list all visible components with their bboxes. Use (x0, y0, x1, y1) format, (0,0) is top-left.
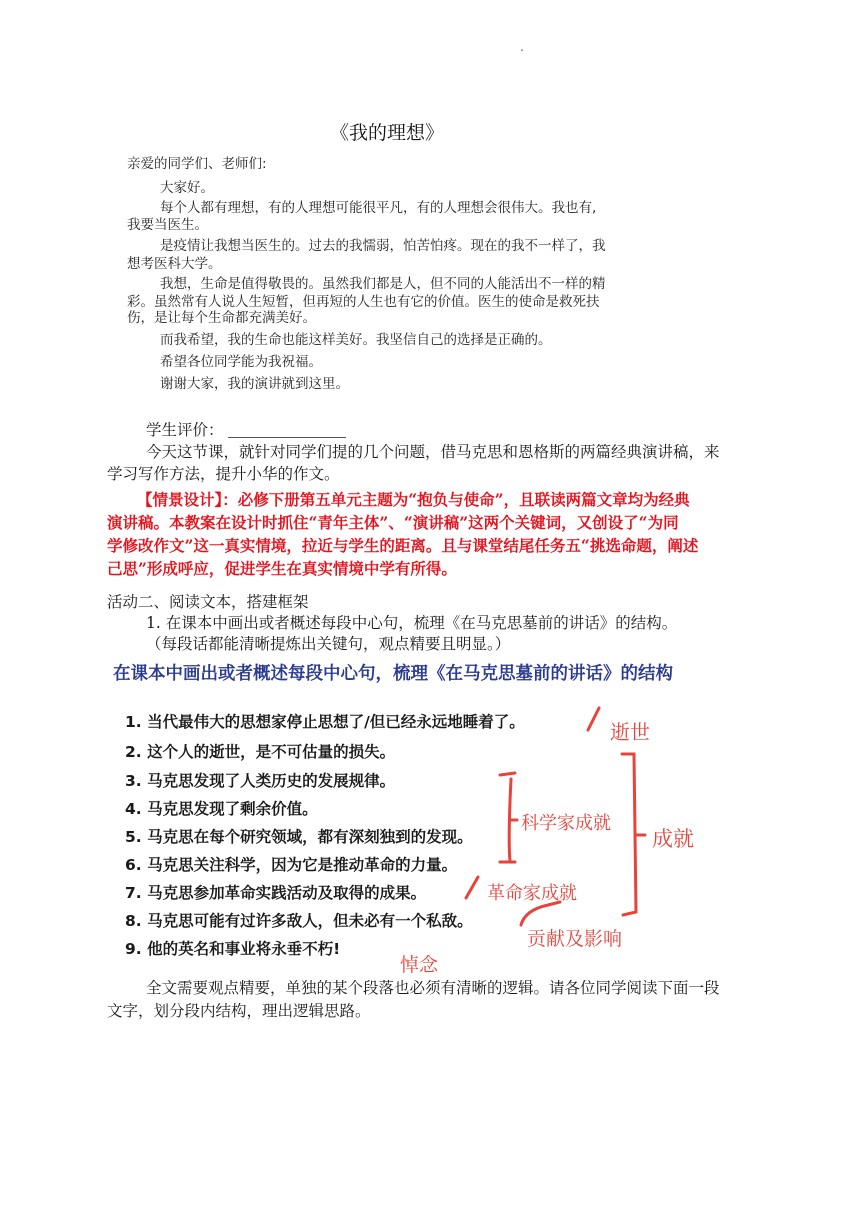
speech-line: 亲爱的同学们、老师们: (127, 156, 267, 172)
evaluation-label: 学生评价： (146, 421, 224, 439)
speech-line: 是疫情让我想当医生的。过去的我懦弱，怕苦怕疼。现在的我不一样了，我 (160, 238, 606, 254)
diagram-item: 8. 马克思可能有过许多敌人，但未必有一个私敌。 (125, 912, 473, 930)
closing-line: 全文需要观点精要，单独的某个段落也必须有清晰的逻辑。请各位同学阅读下面一段 (146, 979, 720, 997)
annotation-mourning: 悼念 (400, 954, 439, 976)
design-note-label: 【情景设计】 (137, 490, 223, 509)
design-note-line: 演讲稿。本教案在设计时抓住“青年主体”、“演讲稿”这两个关键词，又创设了“为同 (107, 513, 679, 532)
speech-line: 我想，生命是值得敬畏的。虽然我们都是人，但不同的人能活出不一样的精 (160, 276, 606, 292)
diagram-item: 1. 当代最伟大的思想家停止思想了/但已经永远地睡着了。 (125, 713, 525, 731)
speech-line: 想考医科大学。 (127, 256, 222, 272)
design-note-line: 学修改作文”这一真实情境，拉近与学生的距离。且与课堂结尾任务五“挑选命题，阐述 (107, 536, 699, 555)
diagram-item: 2. 这个人的逝世，是不可估量的损失。 (125, 743, 396, 761)
speech-line: 谢谢大家，我的演讲就到这里。 (160, 376, 349, 392)
closing-line: 文字，划分段内结构，理出逻辑思路。 (107, 1002, 371, 1020)
page-marker: . (520, 40, 524, 54)
activity-heading: 活动二、阅读文本，搭建框架 (107, 593, 309, 611)
activity-requirement: （每段话都能清晰提炼出关键句，观点精要且明显。） (146, 635, 511, 653)
speech-line: 每个人都有理想，有的人理想可能很平凡，有的人理想会很伟大。我也有, (160, 200, 597, 216)
slash-mark (466, 877, 478, 898)
diagram-item: 4. 马克思发现了剩余价值。 (125, 800, 318, 818)
annotation-revolutionary: 革命家成就 (487, 883, 577, 904)
diagram-item: 3. 马克思发现了人类历史的发展规律。 (125, 772, 396, 790)
diagram-item: 7. 马克思参加革命实践活动及取得的成果。 (125, 884, 427, 902)
bracket-right (622, 754, 645, 915)
annotation-achievement: 成就 (652, 827, 694, 851)
diagram-item: 9. 他的英名和事业将永垂不朽! (125, 940, 341, 958)
diagram-header: 在课本中画出或者概述每段中心句，梳理《在马克思墓前的讲话》的结构 (113, 664, 673, 684)
activity-task: 1. 在课本中画出或者概述每段中心句，梳理《在马克思墓前的讲话》的结构。 (146, 614, 678, 632)
speech-line: 希望各位同学能为我祝福。 (160, 354, 322, 370)
speech-line: 彩。虽然常有人说人生短暂，但再短的人生也有它的价值。医生的使命是救死扶 (127, 294, 600, 310)
diagram-item: 5. 马克思在每个研究领域，都有深刻独到的发现。 (125, 828, 473, 846)
slash-mark (588, 708, 599, 730)
slash-mark-contribution (521, 902, 560, 925)
speech-line: 大家好。 (160, 180, 214, 196)
intro-line: 今天这节课，就针对同学们提的几个问题，借马克思和恩格斯的两篇经典演讲稿，来 (146, 443, 720, 461)
speech-line: 伤，是让每个生命都充满美好。 (127, 310, 316, 326)
design-note-line: 【情景设计】：必修下册第五单元主题为“抱负与使命”，且联读两篇文章均为经典 (137, 490, 690, 509)
annotation-scientist: 科学家成就 (521, 813, 611, 834)
diagram-item: 6. 马克思关注科学，因为它是推动革命的力量。 (125, 856, 458, 874)
annotation-death: 逝世 (610, 720, 650, 744)
speech-title: 《我的理想》 (330, 122, 445, 144)
speech-line: 我要当医生。 (127, 217, 208, 233)
speech-line: 而我希望，我的生命也能这样美好。我坚信自己的选择是正确的。 (160, 332, 552, 348)
intro-line: 学习写作方法，提升小华的作文。 (107, 465, 340, 483)
annotation-contribution: 贡献及影响 (527, 928, 623, 950)
design-note-line: 己思”形成呼应，促进学生在真实情境中学有所得。 (107, 559, 457, 578)
